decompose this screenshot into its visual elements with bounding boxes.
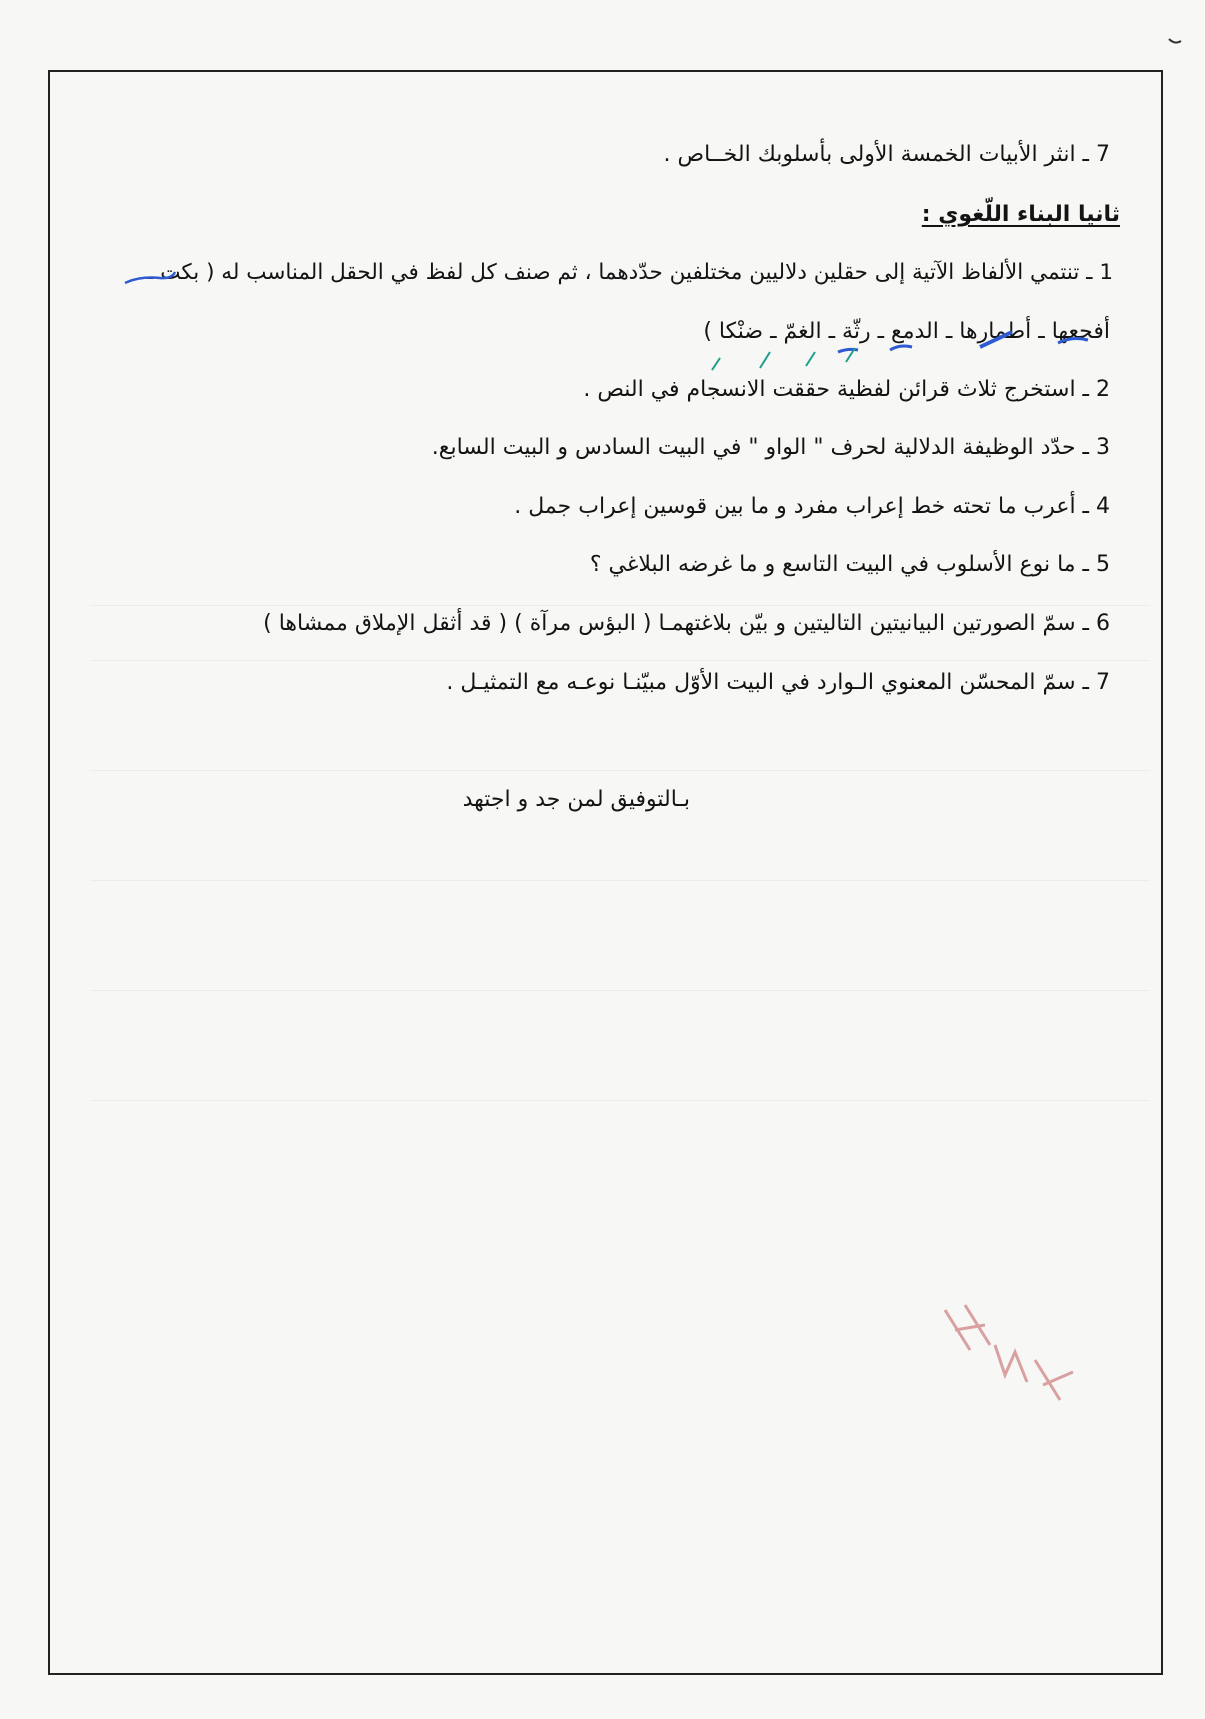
- bleed-line: [90, 990, 1150, 991]
- question-1-line-1: 1 ـ تنتمي الألفاظ الآتية إلى حقلين دلاليين مختلفين حدّدهما ، ثم صنف كل لفظ في الحقل المناسب له ( بكت ـ: [147, 260, 1113, 285]
- page-border: [48, 70, 1163, 1675]
- question-5: 5 ـ ما نوع الأسلوب في البيت التاسع و ما غرضه البلاغي ؟: [589, 552, 1110, 577]
- bleed-line: [90, 605, 1150, 606]
- question-1-line-2: أفجعها ـ أطمارها ـ الدمع ـ رثّة ـ الغمّ ـ ضنْكا ): [703, 319, 1110, 344]
- corner-mark: [1168, 30, 1182, 38]
- question-2: 2 ـ استخرج ثلاث قرائن لفظية حققت الانسجام في النص .: [583, 377, 1110, 402]
- bleed-line: [90, 660, 1150, 661]
- closing-wish: بـالتوفيق لمن جد و اجتهد: [462, 787, 690, 812]
- question-4: 4 ـ أعرب ما تحته خط إعراب مفرد و ما بين قوسين إعراب جمل .: [514, 494, 1110, 519]
- question-7-rhetoric: 7 ـ سمّ المحسّن المعنوي الـوارد في البيت الأوّل مبيّنـا نوعـه مع التمثيـل .: [446, 670, 1110, 695]
- bleed-line: [90, 770, 1150, 771]
- bleed-line: [90, 880, 1150, 881]
- bleed-line: [90, 1100, 1150, 1101]
- section-title-linguistic: ثانيا البناء اللّغوي :: [921, 202, 1120, 227]
- question-7-prose: 7 ـ انثر الأبيات الخمسة الأولى بأسلوبك الخــاص .: [663, 142, 1110, 167]
- question-3: 3 ـ حدّد الوظيفة الدلالية لحرف " الواو " في البيت السادس و البيت السابع.: [431, 435, 1110, 460]
- question-6: 6 ـ سمّ الصورتين البيانيتين التاليتين و بيّن بلاغتهمـا ( البؤس مرآة ) ( قد أثقل الإملاق ممشاها ): [263, 611, 1110, 636]
